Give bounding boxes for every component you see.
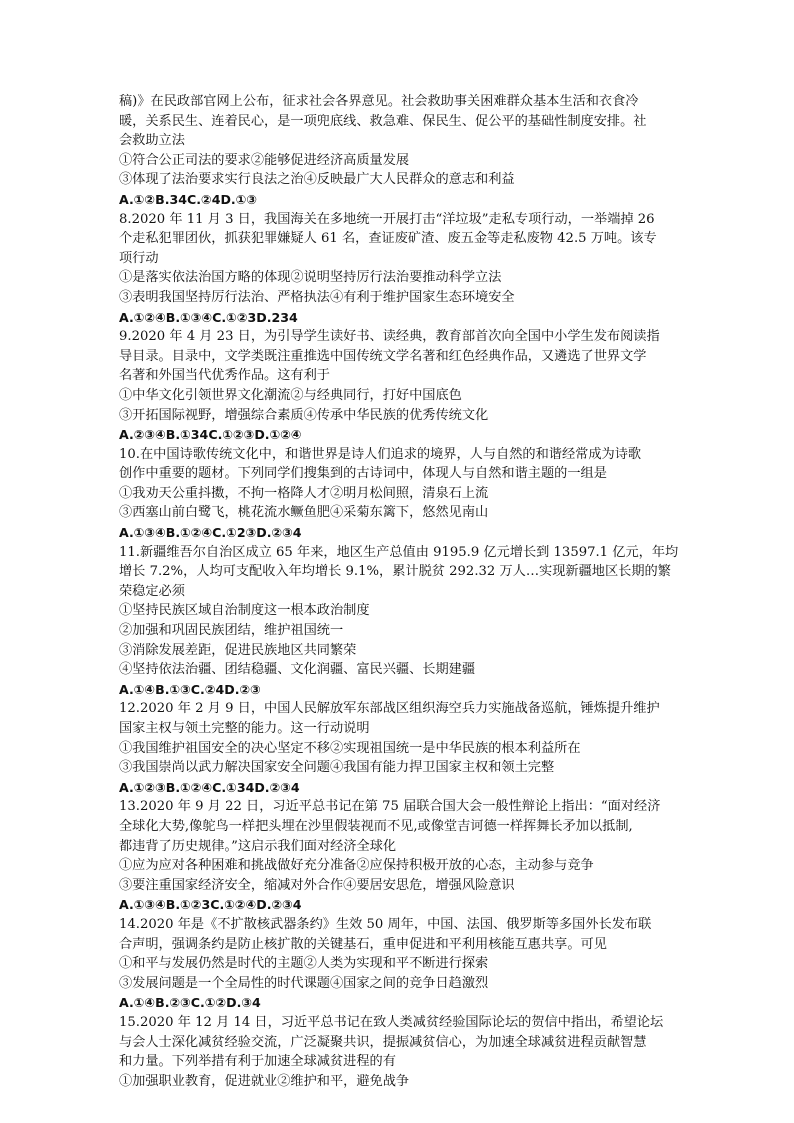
question-stem-line: 15.2020 年 12 月 14 日，习近平总书记在致人类减贫经验国际论坛的贺信中指出，希望论坛 xyxy=(119,1014,664,1030)
question-stem-line: 全球化大势,像鸵鸟一样把头埋在沙里假装视而不见,或像堂吉诃德一样挥舞长矛加以抵制, xyxy=(119,818,633,834)
question-stem-line: 13.2020 年 9 月 22 日，习近平总书记在第 75 届联合国大会一般性辩论上指出：“面对经济 xyxy=(119,799,661,815)
question-stem-line: 和力量。下列举措有利于加速全球减贫进程的有 xyxy=(119,1054,396,1070)
question-stem-line: 个走私犯罪团伙，抓获犯罪嫌疑人 61 名，查证废矿渣、废五金等走私废物 42.5 万吨。该专 xyxy=(119,231,657,247)
question-stem-line: 14.2020 年是《不扩散核武器条约》生效 50 周年，中国、法国、俄罗斯等多国外长发布联 xyxy=(119,916,652,932)
option-statement-line: ④坚持依法治疆、团结稳疆、文化润疆、富民兴疆、长期建疆 xyxy=(119,662,476,678)
option-statement-line: ③开拓国际视野，增强综合素质④传承中华民族的优秀传统文化 xyxy=(119,407,489,423)
option-statement-line: ①加强职业教育，促进就业②维护和平，避免战争 xyxy=(119,1073,410,1089)
option-statement-line: ③体现了法治要求实行良法之治④反映最广大人民群众的意志和利益 xyxy=(119,172,515,188)
question-stem-line: 11.新疆维吾尔自治区成立 65 年来，地区生产总值由 9195.9 亿元增长到 13597.1 亿元，年均 xyxy=(119,544,679,560)
question-stem-line: 荣稳定必须 xyxy=(119,583,185,599)
option-statement-line: ③表明我国坚持厉行法治、严格执法④有利于维护国家生态环境安全 xyxy=(119,289,515,305)
question-stem-line: 会救助立法 xyxy=(119,133,185,149)
question-stem-line: 导目录。目录中，文学类既注重推选中国传统文学名著和红色经典作品，又遴选了世界文学 xyxy=(119,348,647,364)
question-q11 xyxy=(119,543,687,700)
answer-choices: A.①③④B.①②④C.①2③D.②③4 xyxy=(119,525,302,541)
option-statement-line: ③发展问题是一个全局性的时代课题④国家之间的竞争日趋激烈 xyxy=(119,975,489,991)
option-statement-line: ①应为应对各种困难和挑战做好充分准备②应保持积极开放的心态，主动参与竞争 xyxy=(119,858,594,874)
question-q8 xyxy=(119,210,687,328)
question-stem-line: 暖，关系民生、连着民心，是一项兜底线、救急难、保民生、促公平的基础性制度安排。社 xyxy=(119,113,647,129)
question-stem-line: 稿)》在民政部官网上公布，征求社会各界意见。社会救助事关困难群众基本生活和衣食冷 xyxy=(119,94,639,109)
option-statement-line: ①符合公正司法的要求②能够促进经济高质量发展 xyxy=(119,152,410,168)
option-statement-line: ①我劝天公重抖擞，不拘一格降人才②明月松间照，清泉石上流 xyxy=(119,485,489,501)
exam-page xyxy=(119,92,687,1091)
question-q13 xyxy=(119,797,687,915)
question-stem-line: 名著和外国当代优秀作品。这有利于 xyxy=(119,368,330,384)
question-stem-line: 9.2020 年 4 月 23 日，为引导学生读好书、读经典，教育部首次向全国中小学生发布阅读指 xyxy=(119,329,660,345)
answer-choices: A.①④B.①③C.②4D.②③ xyxy=(119,681,261,697)
option-statement-line: ①是落实依法治国方略的体现②说明坚持厉行法治要推动科学立法 xyxy=(119,270,502,286)
question-stem-line: 合声明，强调条约是防止核扩散的关键基石，重申促进和平利用核能互惠共享。可见 xyxy=(119,936,607,952)
question-stem-line: 10.在中国诗歌传统文化中，和谐世界是诗人们追求的境界，人与自然的和谐经常成为诗歌 xyxy=(119,446,642,462)
question-stem-line: 国家主权与领土完整的能力。这一行动说明 xyxy=(119,721,370,736)
question-stem-line: 项行动 xyxy=(119,250,159,266)
option-statement-line: ③消除发展差距，促进民族地区共同繁荣 xyxy=(119,642,357,658)
question-stem-line: 增长 7.2%，人均可支配收入年均增长 9.1%，累计脱贫 292.32 万人…实现新疆地区长期的繁 xyxy=(119,564,671,580)
option-statement-line: ③西塞山前白鹭飞，桃花流水鳜鱼肥④采菊东篱下，悠然见南山 xyxy=(119,505,489,521)
answer-choices: A.①②B.34C.②4D.①③ xyxy=(119,191,258,207)
option-statement-line: ①中华文化引领世界文化潮流②与经典同行，打好中国底色 xyxy=(119,387,462,403)
answer-choices: A.①②④B.①③④C.①②3D.234 xyxy=(119,309,298,325)
option-statement-line: ①我国维护祖国安全的决心坚定不移②实现祖国统一是中华民族的根本利益所在 xyxy=(119,740,581,756)
question-q7-tail xyxy=(119,92,687,210)
option-statement-line: ③要注重国家经济安全，缩减对外合作④要居安思危，增强风险意识 xyxy=(119,877,515,893)
question-q15 xyxy=(119,1013,687,1091)
question-stem-line: 创作中重要的题材。下列同学们搜集到的古诗词中，体现人与自然和谐主题的一组是 xyxy=(119,466,607,482)
question-q10 xyxy=(119,445,687,543)
question-q12 xyxy=(119,699,687,797)
answer-choices: A.②③④B.①34C.①②③D.①②④ xyxy=(119,427,302,443)
answer-choices: A.①③④B.①②3C.①②④D.②③4 xyxy=(119,897,302,913)
question-stem-line: 与会人士深化减贫经验交流，广泛凝聚共识，提振减贫信心，为加速全球减贫进程贡献智慧 xyxy=(119,1034,647,1050)
option-statement-line: ①和平与发展仍然是时代的主题②人类为实现和平不断进行探索 xyxy=(119,956,489,972)
question-stem-line: 都违背了历史规律。”这启示我们面对经济全球化 xyxy=(119,838,397,854)
option-statement-line: ①坚持民族区域自治制度这一根本政治制度 xyxy=(119,603,370,619)
question-stem-line: 8.2020 年 11 月 3 日，我国海关在多地统一开展打击“洋垃圾”走私专项行动，一举端掉 26 xyxy=(119,211,655,227)
option-statement-line: ②加强和巩固民族团结，维护祖国统一 xyxy=(119,623,344,639)
answer-choices: A.①④B.②③C.①②D.③4 xyxy=(119,995,261,1011)
option-statement-line: ③我国崇尚以武力解决国家安全问题④我国有能力捍卫国家主权和领土完整 xyxy=(119,760,555,776)
question-q9 xyxy=(119,327,687,445)
answer-choices: A.①②③B.①②④C.①34D.②③4 xyxy=(119,779,300,795)
question-stem-line: 12.2020 年 2 月 9 日，中国人民解放军东部战区组织海空兵力实施战备巡航，锤炼提升维护 xyxy=(119,701,660,717)
question-q14 xyxy=(119,915,687,1013)
